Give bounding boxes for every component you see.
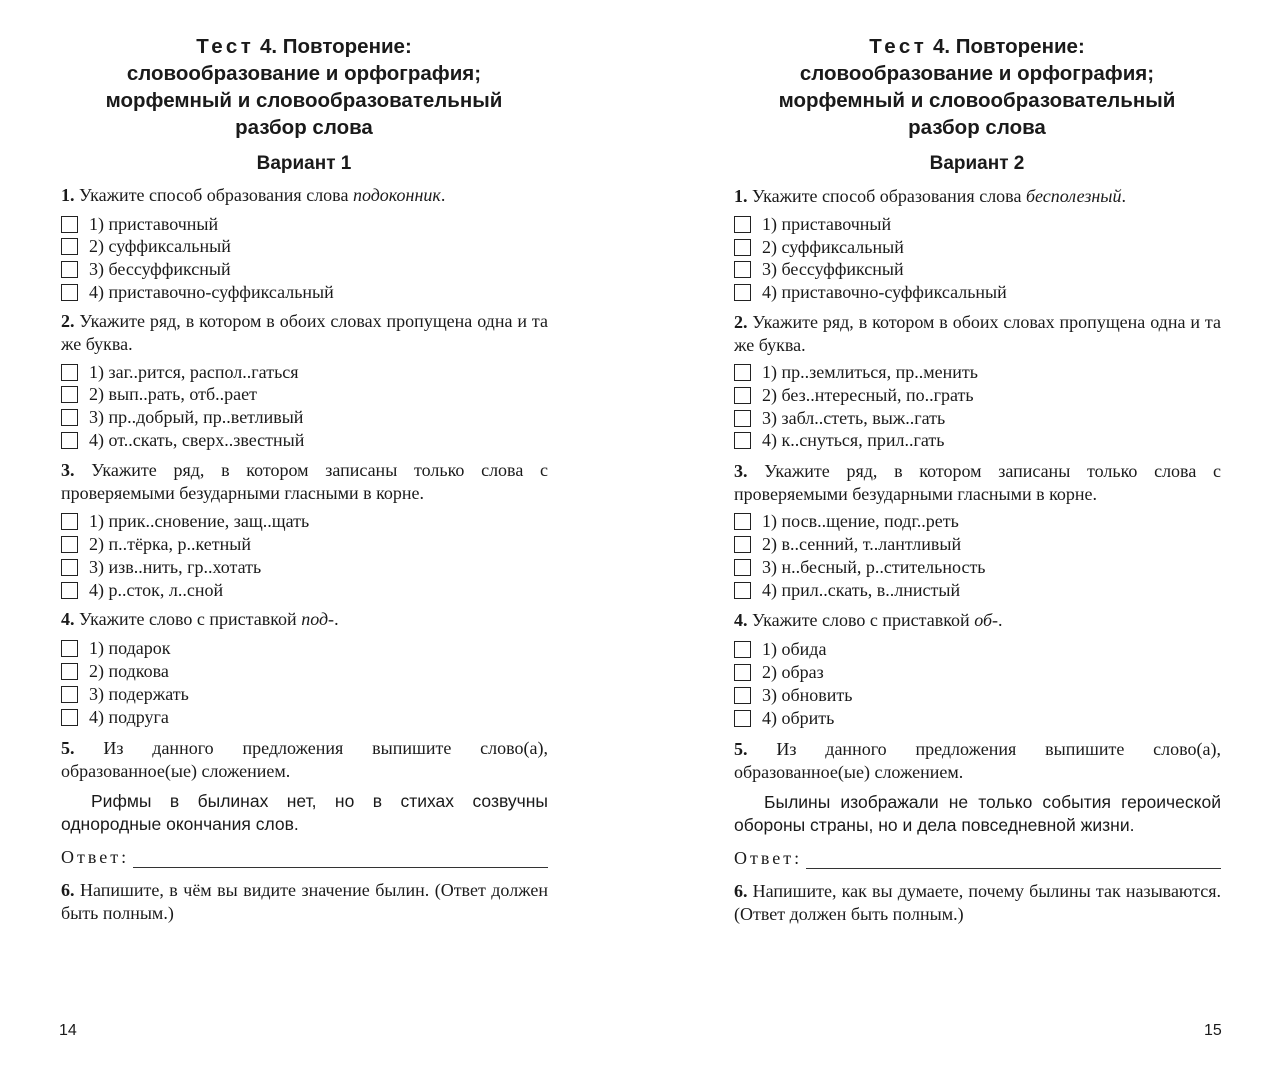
q2-option-2[interactable]: 2) без..нтересный, по..грать: [734, 384, 974, 407]
answer-checkbox[interactable]: [734, 364, 751, 381]
q2-option-4[interactable]: 4) от..скать, сверх..звестный: [61, 429, 304, 452]
left-page: [60, 0, 548, 1080]
q2-option-2[interactable]: 2) вып..рать, отб..рает: [61, 383, 257, 406]
question-3: 3. Укажите ряд, в котором записаны только слова с проверяемыми безударными гласными в корне.: [734, 461, 1221, 504]
q1-option-3[interactable]: 3) бессуффиксный: [61, 258, 231, 281]
answer-checkbox[interactable]: [734, 284, 751, 301]
q2-option-4[interactable]: 4) к..снуться, прил..гать: [734, 429, 944, 452]
q4-option-4[interactable]: 4) обрить: [734, 707, 834, 730]
q4-option-3[interactable]: 3) подержать: [61, 683, 189, 706]
answer-checkbox[interactable]: [61, 238, 78, 255]
answer-checkbox[interactable]: [61, 686, 78, 703]
question-4: 4. Укажите слово с приставкой под-.: [61, 609, 339, 629]
answer-checkbox[interactable]: [734, 536, 751, 553]
q2-option-1[interactable]: 1) заг..рится, распол..гаться: [61, 361, 299, 384]
q1-option-2[interactable]: 2) суффиксальный: [734, 236, 904, 259]
q3-option-3[interactable]: 3) н..бесный, р..стительность: [734, 556, 986, 579]
q4-option-1[interactable]: 1) обида: [734, 638, 826, 661]
question-2: 2. Укажите ряд, в котором в обоих словах пропущена одна и та же буква.: [734, 312, 1221, 355]
answer-row: [734, 847, 1221, 869]
q3-option-1[interactable]: 1) посв..щение, подг..реть: [734, 510, 959, 533]
answer-checkbox[interactable]: [734, 261, 751, 278]
q4-option-1[interactable]: 1) подарок: [61, 637, 171, 660]
answer-checkbox[interactable]: [61, 261, 78, 278]
answer-line[interactable]: [806, 852, 1221, 869]
answer-checkbox[interactable]: [734, 641, 751, 658]
answer-checkbox[interactable]: [61, 409, 78, 426]
answer-row: [61, 846, 548, 868]
answer-checkbox[interactable]: [61, 640, 78, 657]
q2-option-3[interactable]: 3) забл..стеть, выж..гать: [734, 407, 945, 430]
q1-option-1[interactable]: 1) приставочный: [734, 213, 891, 236]
question-1: 1. Укажите способ образования слова подоконник.: [61, 185, 446, 205]
q3-option-4[interactable]: 4) прил..скать, в..лнистый: [734, 579, 960, 602]
question-5: 5. Из данного предложения выпишите слово(а), образованное(ые) сложением.: [61, 738, 548, 781]
answer-checkbox[interactable]: [734, 582, 751, 599]
answer-checkbox[interactable]: [61, 432, 78, 449]
answer-checkbox[interactable]: [734, 513, 751, 530]
answer-checkbox[interactable]: [734, 664, 751, 681]
question-3: 3. Укажите ряд, в котором записаны только слова с проверяемыми безударными гласными в корне.: [61, 460, 548, 503]
answer-checkbox[interactable]: [734, 216, 751, 233]
q4-option-2[interactable]: 2) образ: [734, 661, 824, 684]
test-title: Тест 4. Повторение: словообразование и орфография; морфемный и словообразовательный разбор слова: [105, 35, 503, 139]
question-6: 6. Напишите, в чём вы видите значение былин. (Ответ должен быть полным.): [61, 880, 548, 923]
answer-checkbox[interactable]: [61, 709, 78, 726]
q4-option-3[interactable]: 3) обновить: [734, 684, 853, 707]
q4-option-4[interactable]: 4) подруга: [61, 706, 169, 729]
answer-checkbox[interactable]: [61, 582, 78, 599]
source-sentence: Былины изображали не только события героической обороны страны, но и дела повседневной жизни.: [734, 792, 1221, 835]
q2-option-3[interactable]: 3) пр..добрый, пр..ветливый: [61, 406, 303, 429]
answer-label: Ответ:: [734, 848, 803, 868]
answer-checkbox[interactable]: [734, 687, 751, 704]
answer-checkbox[interactable]: [61, 663, 78, 680]
answer-checkbox[interactable]: [61, 536, 78, 553]
answer-checkbox[interactable]: [734, 239, 751, 256]
variant-heading: Вариант 2: [929, 153, 1025, 174]
question-1: 1. Укажите способ образования слова бесполезный.: [734, 186, 1126, 206]
answer-line[interactable]: [133, 851, 548, 868]
answer-checkbox[interactable]: [61, 559, 78, 576]
q1-option-2[interactable]: 2) суффиксальный: [61, 235, 231, 258]
question-2: 2. Укажите ряд, в котором в обоих словах пропущена одна и та же буква.: [61, 311, 548, 354]
answer-checkbox[interactable]: [61, 513, 78, 530]
test-title: Тест 4. Повторение: словообразование и орфография; морфемный и словообразовательный разбор слова: [778, 35, 1176, 139]
q3-option-2[interactable]: 2) п..тёрка, р..кетный: [61, 533, 251, 556]
q3-option-2[interactable]: 2) в..сенний, т..лантливый: [734, 533, 961, 556]
answer-checkbox[interactable]: [734, 387, 751, 404]
answer-checkbox[interactable]: [734, 559, 751, 576]
page-number: 14: [59, 1022, 77, 1039]
answer-checkbox[interactable]: [61, 364, 78, 381]
answer-checkbox[interactable]: [734, 710, 751, 727]
right-page: [733, 0, 1221, 1080]
q3-option-4[interactable]: 4) р..сток, л..сной: [61, 579, 223, 602]
answer-checkbox[interactable]: [61, 386, 78, 403]
q4-option-2[interactable]: 2) подкова: [61, 660, 169, 683]
answer-checkbox[interactable]: [61, 284, 78, 301]
q1-option-4[interactable]: 4) приставочно-суффиксальный: [61, 281, 334, 304]
page-number: 15: [1204, 1022, 1222, 1039]
answer-checkbox[interactable]: [734, 432, 751, 449]
q1-option-1[interactable]: 1) приставочный: [61, 213, 218, 236]
q1-option-4[interactable]: 4) приставочно-суффиксальный: [734, 281, 1007, 304]
variant-heading: Вариант 1: [256, 153, 352, 174]
q3-option-3[interactable]: 3) изв..нить, гр..хотать: [61, 556, 261, 579]
answer-checkbox[interactable]: [61, 216, 78, 233]
question-4: 4. Укажите слово с приставкой об-.: [734, 610, 1003, 630]
question-6: 6. Напишите, как вы думаете, почему былины так называются. (Ответ должен быть полным.): [734, 881, 1221, 924]
q3-option-1[interactable]: 1) прик..сновение, защ..щать: [61, 510, 309, 533]
answer-checkbox[interactable]: [734, 410, 751, 427]
q1-option-3[interactable]: 3) бессуффиксный: [734, 258, 904, 281]
source-sentence: Рифмы в былинах нет, но в стихах созвучны однородные окончания слов.: [61, 791, 548, 834]
q2-option-1[interactable]: 1) пр..землиться, пр..менить: [734, 361, 978, 384]
question-5: 5. Из данного предложения выпишите слово(а), образованное(ые) сложением.: [734, 739, 1221, 782]
answer-label: Ответ:: [61, 847, 130, 867]
